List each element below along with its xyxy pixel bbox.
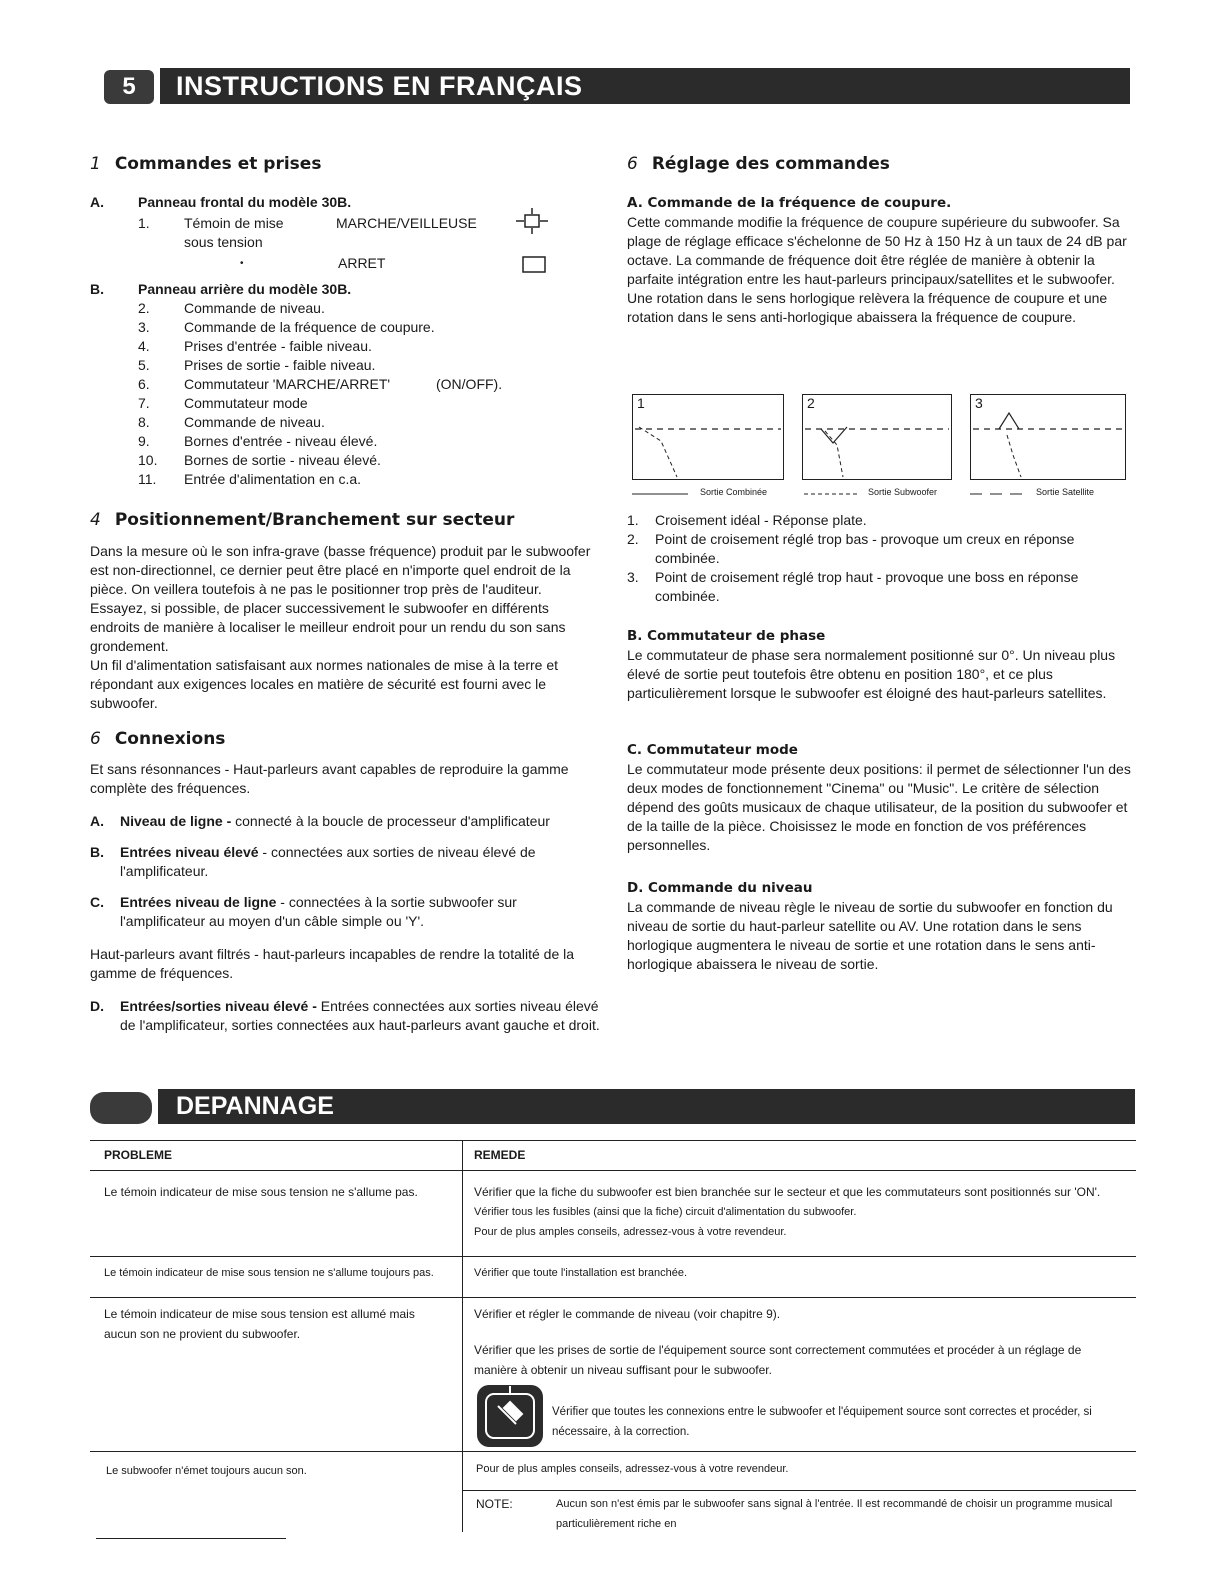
bullet: • <box>240 258 244 269</box>
note-label: NOTE: <box>476 1497 513 1511</box>
graph-curves <box>803 395 951 479</box>
subheading: A. Commande de la fréquence de coupure. <box>627 195 952 211</box>
table-cell-problem: Le témoin indicateur de mise sous tension ne s'allume pas. <box>104 1185 418 1199</box>
state-on-label: MARCHE/VEILLEUSE <box>336 215 477 231</box>
table-cell-problem: Le témoin indicateur de mise sous tension est allumé mais aucun son ne provient du subwoofer. <box>104 1307 415 1341</box>
paragraph: Haut-parleurs avant filtrés - haut-parleurs incapables de rendre la totalité de la gamme de fréquences. <box>90 946 575 981</box>
item-text: Témoin de mise <box>184 215 284 231</box>
rear-panel-title: Panneau arrière du modèle 30B. <box>138 281 352 297</box>
frequency-block <box>627 194 1131 327</box>
graph-curves <box>633 395 783 479</box>
connexion-item-d: D. Entrées/sorties niveau élevé - Entrées connectées aux sorties niveau élevé de l'amplificateur, sorties connectées aux haut-parleurs avant gauche et droit. <box>90 998 600 1033</box>
paragraph: Dans la mesure où le son infra-grave (basse fréquence) produit par le subwoofer est non-directionnel, ce dernier peut être placé en n'importe quel endroit de la pièce. On veillera toutefois à ne pas le positionner trop près de l'auditeur. Essayez, si possible, de placer successivement le subwoofer en différents endroits de manière à localiser le meilleur endroit pour un rendu du son sans grondement. <box>90 543 591 654</box>
list-item: 2. Point de croisement réglé trop bas - provoque um creux en réponse combinée. <box>627 531 1075 566</box>
section-reglage-heading: 6 Réglage des commandes <box>627 154 890 174</box>
led-off-icon <box>522 256 546 274</box>
label-a: A. <box>90 194 104 210</box>
graph-legend <box>632 487 1132 501</box>
table-cell-remedy: Pour de plus amples conseils, adressez-vous à votre revendeur. <box>476 1463 789 1475</box>
list-item: 11. Entrée d'alimentation en c.a. <box>138 471 362 487</box>
legend-label: Sortie Combinée <box>700 487 768 497</box>
paragraph: Une rotation dans le sens horlogique relèvera la fréquence de coupure et une rotation dans le sens anti-horlogique abaissera la fréquence de coupure. <box>627 290 1108 325</box>
response-graph-2 <box>802 394 952 480</box>
page-title-banner <box>160 68 1130 104</box>
table-cell-remedy: Vérifier que toute l'installation est branchée. <box>474 1267 688 1279</box>
list-item: 8. Commande de niveau. <box>138 414 325 430</box>
list-item: 10. Bornes de sortie - niveau élevé. <box>138 452 381 468</box>
response-graph-1 <box>632 394 784 480</box>
response-graph-3 <box>970 394 1126 480</box>
front-panel-title: Panneau frontal du modèle 30B. <box>138 194 352 210</box>
paragraph: Cette commande modifie la fréquence de coupure supérieure du subwoofer. Sa plage de réglage efficace s'échelonne de 50 Hz à 150 Hz à un taux de 24 dB par octave. La commande de fréquence doit être réglée de manière à obtenir la parfaite intégration entre les haut-parleurs principaux/satellites et le subwoofer. <box>627 214 1127 287</box>
label-b: B. <box>90 281 104 297</box>
table-cell-problem: Le témoin indicateur de mise sous tension ne s'allume toujours pas. <box>104 1267 434 1279</box>
list-item: 1. Croisement idéal - Réponse plate. <box>627 512 867 528</box>
phase-block <box>627 627 1131 703</box>
legend-label: Sortie Subwoofer <box>868 487 938 497</box>
depannage-banner <box>158 1089 1135 1124</box>
mode-block <box>627 741 1131 855</box>
note-text: Aucun son n'est émis par le subwoofer sans signal à l'entrée. Il est recommandé de choisir un programme musical particulièrement riche en <box>556 1498 1113 1530</box>
section-connexions-heading: 6 Connexions <box>90 729 226 749</box>
column-header-remedy: REMEDE <box>474 1148 526 1162</box>
list-item: 2. Commande de niveau. <box>138 300 325 316</box>
depannage-title: DEPANNAGE <box>176 1092 334 1120</box>
connexion-item-b: B. Entrées niveau élevé - connectées aux sorties de niveau élevé de l'amplificateur. <box>90 844 536 879</box>
page-number-badge: 5 <box>104 70 154 104</box>
list-item: 3. Point de croisement réglé trop haut - provoque une boss en réponse combinée. <box>627 569 1079 604</box>
state-off-label: ARRET <box>338 255 386 271</box>
subheading: C. Commutateur mode <box>627 742 798 758</box>
item-text-2: sous tension <box>184 234 263 250</box>
section-4-heading: 4 Positionnement/Branchement sur secteur <box>90 510 515 530</box>
list-item: 3. Commande de la fréquence de coupure. <box>138 319 435 335</box>
section-title: Commandes et prises <box>114 154 322 174</box>
paragraph: Et sans résonnances - Haut-parleurs avant capables de reproduire la gamme complète des fréquences. <box>90 761 569 796</box>
paragraph: Le commutateur mode présente deux positions: il permet de sélectionner l'un des deux modes de fonctionnement "Cinema" ou "Music". Le critère de sélection dépend des goûts musicaux de chaque utilisateur, de la position du subwoofer et de la taille de la pièce. Choisissez le mode en fonction de vos préférences personnelles. <box>627 761 1131 853</box>
subheading: D. Commande du niveau <box>627 880 813 896</box>
page-title: INSTRUCTIONS EN FRANÇAIS <box>176 71 583 101</box>
rear-panel-block <box>90 280 570 489</box>
table-cell-remedy: Vérifier et régler le commande de niveau (voir chapitre 9). Vérifier que les prises de sortie de l'équipement source sont correctement commutées et procéder à un réglage de manière à obtenir un niveau suffisant pour le subwoofer. <box>474 1307 1082 1377</box>
depannage-badge <box>90 1092 152 1124</box>
graph-number: 3 <box>975 395 983 411</box>
paragraph: Le commutateur de phase sera normalement positionné sur 0°. Un niveau plus élevé de sortie peut toutefois être obtenu en position 180°, et ce plus particulièrement lorsque le subwoofer est éloigné des haut-parleurs satellites. <box>627 647 1116 701</box>
graph-number: 1 <box>637 395 645 411</box>
subheading: B. Commutateur de phase <box>627 628 826 644</box>
graph-curves <box>971 395 1125 479</box>
list-item: 6. Commutateur 'MARCHE/ARRET' (ON/OFF). <box>138 376 503 392</box>
table-cell-remedy-note: Vérifier que toutes les connexions entre le subwoofer et l'équipement source sont correctes et procéder, si nécessaire, à la correction. <box>552 1406 1092 1438</box>
list-item: 5. Prises de sortie - faible niveau. <box>138 357 376 373</box>
front-panel-block <box>90 193 570 273</box>
list-item: 9. Bornes d'entrée - niveau élevé. <box>138 433 378 449</box>
level-block <box>627 879 1131 974</box>
column-header-problem: PROBLEME <box>104 1148 173 1162</box>
paragraph: Un fil d'alimentation satisfaisant aux normes nationales de mise à la terre et répondant aux exigences locales en matière de sécurité est fourni avec le subwoofer. <box>90 657 559 711</box>
graph-number: 2 <box>807 395 815 411</box>
item-number: 1. <box>138 215 150 231</box>
crossover-notes <box>627 511 1131 606</box>
table-cell-problem: Le subwoofer n'émet toujours aucun son. <box>106 1465 307 1477</box>
led-on-icon <box>514 208 550 234</box>
list-item: 4. Prises d'entrée - faible niveau. <box>138 338 372 354</box>
paragraph: La commande de niveau règle le niveau de sortie du subwoofer en fonction du niveau de sortie du haut-parleur satellite ou AV. Une rotation dans le sens horlogique augmentera le niveau de sortie et une rotation dans le sens anti-horlogique abaissera le niveau de sortie. <box>627 899 1113 972</box>
section-1-heading <box>90 154 321 174</box>
section-4-body <box>90 542 602 713</box>
legend-label: Sortie Satellite <box>1036 487 1095 497</box>
section-number: 1 <box>90 154 101 174</box>
connexion-item-a: A. Niveau de ligne - connecté à la boucle de processeur d'amplificateur <box>90 813 550 829</box>
list-item: 7. Commutateur mode <box>138 395 308 411</box>
table-cell-remedy: Vérifier que la fiche du subwoofer est bien branchée sur le secteur et que les commutateurs sont positionnés sur 'ON'. Vérifier tous les fusibles (ainsi que la fiche) circuit d'alimentation du subwoofer. Pour de plus amples conseils, adressez-vous à votre revendeur. <box>474 1185 1101 1238</box>
connexion-item-c: C. Entrées niveau de ligne - connectées à la sortie subwoofer sur l'amplificateur au moyen d'un câble simple ou 'Y'. <box>90 894 517 929</box>
connection-check-icon <box>476 1384 544 1448</box>
rear-panel-list <box>90 299 570 489</box>
section-connexions-body <box>90 760 602 1035</box>
